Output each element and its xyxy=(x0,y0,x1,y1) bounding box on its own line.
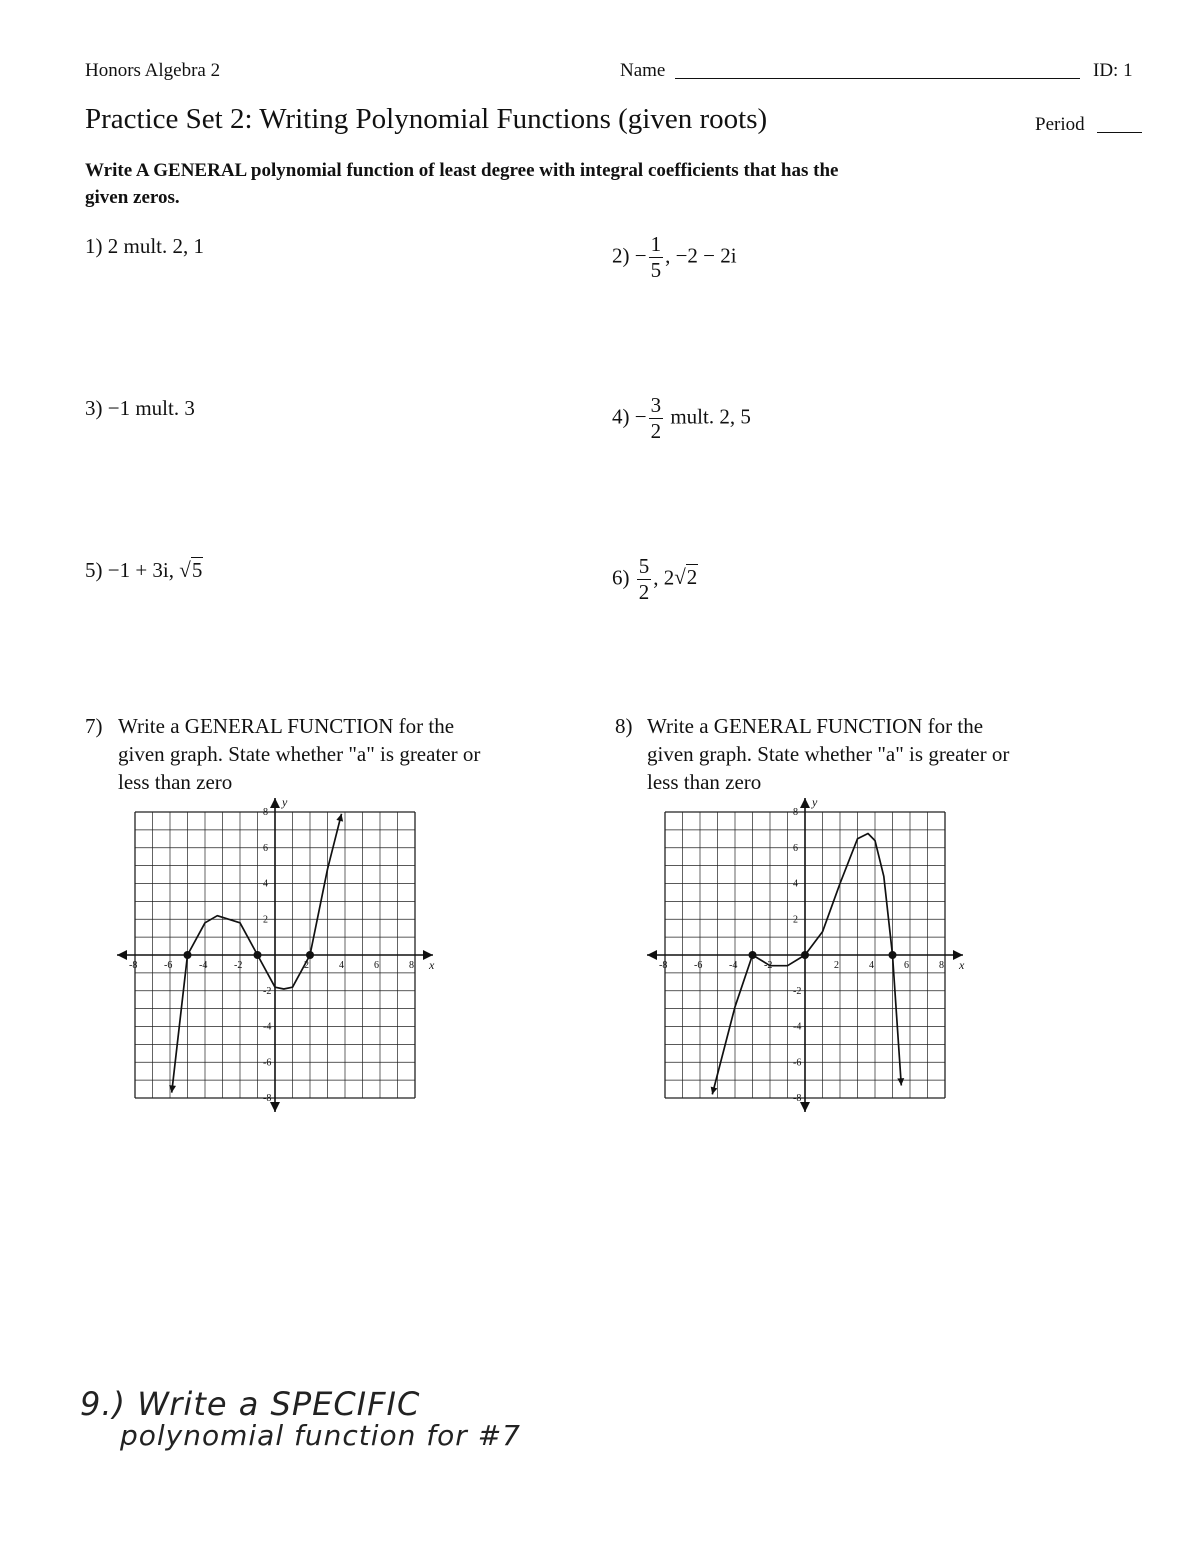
y-tick-label: -4 xyxy=(793,1021,802,1033)
x-tick-label: -6 xyxy=(694,960,703,971)
neg-sign: − xyxy=(634,404,647,429)
name-blank-line[interactable] xyxy=(675,78,1080,79)
x-tick-label: -4 xyxy=(199,960,208,971)
y-tick-label: 8 xyxy=(793,807,798,818)
handwritten-line-1: 9.) Write a SPECIFIC xyxy=(80,1385,421,1423)
page-title: Practice Set 2: Writing Polynomial Functions (given roots) xyxy=(85,103,768,135)
curve-end-arrow xyxy=(897,1078,904,1085)
y-tick-label: -4 xyxy=(263,1021,272,1033)
problem-8 xyxy=(615,712,1009,796)
y-tick-label: 4 xyxy=(793,878,798,890)
y-tick-label: -8 xyxy=(263,1093,272,1104)
x-tick-label: -8 xyxy=(659,960,668,971)
curve-end-arrow xyxy=(711,1087,718,1095)
x-tick-label: -6 xyxy=(164,960,173,971)
fraction-denominator: 2 xyxy=(650,419,662,443)
problem-2 xyxy=(612,234,737,281)
y-axis-arrow-down xyxy=(270,1102,280,1112)
zero-point xyxy=(306,951,314,959)
fraction-numerator: 1 xyxy=(650,232,662,256)
x-tick-label: 4 xyxy=(339,960,344,971)
zero-point xyxy=(749,951,757,959)
problem-number: 7) xyxy=(85,714,103,738)
x-tick-label: 8 xyxy=(939,960,944,971)
problem-number: 6) xyxy=(612,565,630,590)
fraction xyxy=(637,556,652,603)
zero-point xyxy=(254,951,262,959)
fraction xyxy=(649,234,664,281)
problem-8-line-3: less than zero xyxy=(647,770,762,794)
y-axis-arrow-down xyxy=(800,1102,810,1112)
zero-point xyxy=(184,951,192,959)
problem-zeros-rest: , −2 − 2i xyxy=(665,243,737,268)
x-tick-label: 2 xyxy=(834,960,839,971)
x-axis-label: x xyxy=(959,958,965,972)
problem-8-line-1: Write a GENERAL FUNCTION for the xyxy=(647,714,984,738)
y-tick-label: 6 xyxy=(793,842,798,854)
problem-7-line-2: given graph. State whether "a" is greater or xyxy=(118,742,481,766)
problem-number: 2) xyxy=(612,243,630,268)
square-root: √5 xyxy=(179,558,203,582)
y-tick-label: -6 xyxy=(263,1057,272,1069)
fraction-denominator: 2 xyxy=(638,580,650,604)
square-root: √2 xyxy=(674,565,698,590)
curve-end-arrow xyxy=(336,814,343,822)
problem-8-line-2: given graph. State whether "a" is greater or xyxy=(647,742,1010,766)
y-tick-label: 6 xyxy=(263,842,268,854)
y-tick-label: -2 xyxy=(793,985,802,997)
handwritten-problem-9 xyxy=(80,1385,521,1452)
x-axis-label: x xyxy=(429,958,435,972)
x-tick-label: 6 xyxy=(374,960,379,971)
x-tick-label: 4 xyxy=(869,960,874,971)
x-axis-arrow-left xyxy=(647,950,657,960)
period-blank-line[interactable] xyxy=(1097,132,1142,133)
x-tick-label: -8 xyxy=(129,960,138,971)
handwritten-line-2: polynomial function for #7 xyxy=(120,1419,521,1452)
problem-zeros-rest: , 2 xyxy=(653,565,675,590)
x-tick-label: 8 xyxy=(409,960,414,971)
problem-zeros: −1 mult. 3 xyxy=(107,396,195,420)
problem-5 xyxy=(85,558,203,583)
zero-point xyxy=(889,951,897,959)
graph-8 xyxy=(640,790,970,1120)
name-label: Name xyxy=(620,60,666,81)
problem-3 xyxy=(85,396,195,421)
instructions xyxy=(85,157,1085,211)
y-tick-label: -6 xyxy=(793,1057,802,1069)
problem-zeros: 2 mult. 2, 1 xyxy=(107,234,205,258)
y-tick-label: 8 xyxy=(263,807,268,818)
problem-6 xyxy=(612,556,698,603)
y-axis-label: y xyxy=(282,795,288,809)
problem-zeros-rest: mult. 2, 5 xyxy=(665,404,751,429)
problem-number: 4) xyxy=(612,404,630,429)
x-tick-label: 2 xyxy=(304,960,309,971)
problem-number: 8) xyxy=(615,714,633,738)
neg-sign: − xyxy=(634,243,647,268)
fraction xyxy=(649,395,664,442)
y-tick-label: 2 xyxy=(263,914,268,926)
fraction-numerator: 3 xyxy=(650,393,662,417)
zero-point xyxy=(801,951,809,959)
instructions-line-2: given zeros. xyxy=(85,187,180,208)
x-tick-label: -4 xyxy=(729,960,738,971)
problem-number: 5) xyxy=(85,558,103,582)
radicand: 5 xyxy=(191,558,203,582)
radicand: 2 xyxy=(686,565,698,590)
period-label: Period xyxy=(1035,114,1085,135)
problem-7 xyxy=(85,712,480,796)
fraction-denominator: 5 xyxy=(650,258,662,282)
problem-zeros: −1 + 3i, xyxy=(107,558,180,582)
y-axis-arrow-up xyxy=(800,798,810,808)
x-tick-label: -2 xyxy=(234,960,243,971)
id-label: ID: 1 xyxy=(1093,60,1133,81)
y-tick-label: 4 xyxy=(263,878,268,890)
y-tick-label: -8 xyxy=(793,1093,802,1104)
problem-7-line-1: Write a GENERAL FUNCTION for the xyxy=(118,714,455,738)
problem-1 xyxy=(85,234,204,259)
problem-4 xyxy=(612,395,751,442)
y-axis-arrow-up xyxy=(270,798,280,808)
fraction-numerator: 5 xyxy=(638,554,650,578)
y-axis-label: y xyxy=(812,795,818,809)
x-tick-label: 6 xyxy=(904,960,909,971)
instructions-line-1: Write A GENERAL polynomial function of least degree with integral coefficients that has the xyxy=(85,160,839,181)
y-tick-label: 2 xyxy=(793,914,798,926)
y-tick-label: -2 xyxy=(263,985,272,997)
x-axis-arrow-left xyxy=(117,950,127,960)
problem-number: 1) xyxy=(85,234,103,258)
problem-number: 3) xyxy=(85,396,103,420)
graph-7 xyxy=(110,790,440,1120)
x-tick-label: -2 xyxy=(764,960,773,971)
course-name: Honors Algebra 2 xyxy=(85,60,221,81)
problem-7-line-3: less than zero xyxy=(118,770,233,794)
